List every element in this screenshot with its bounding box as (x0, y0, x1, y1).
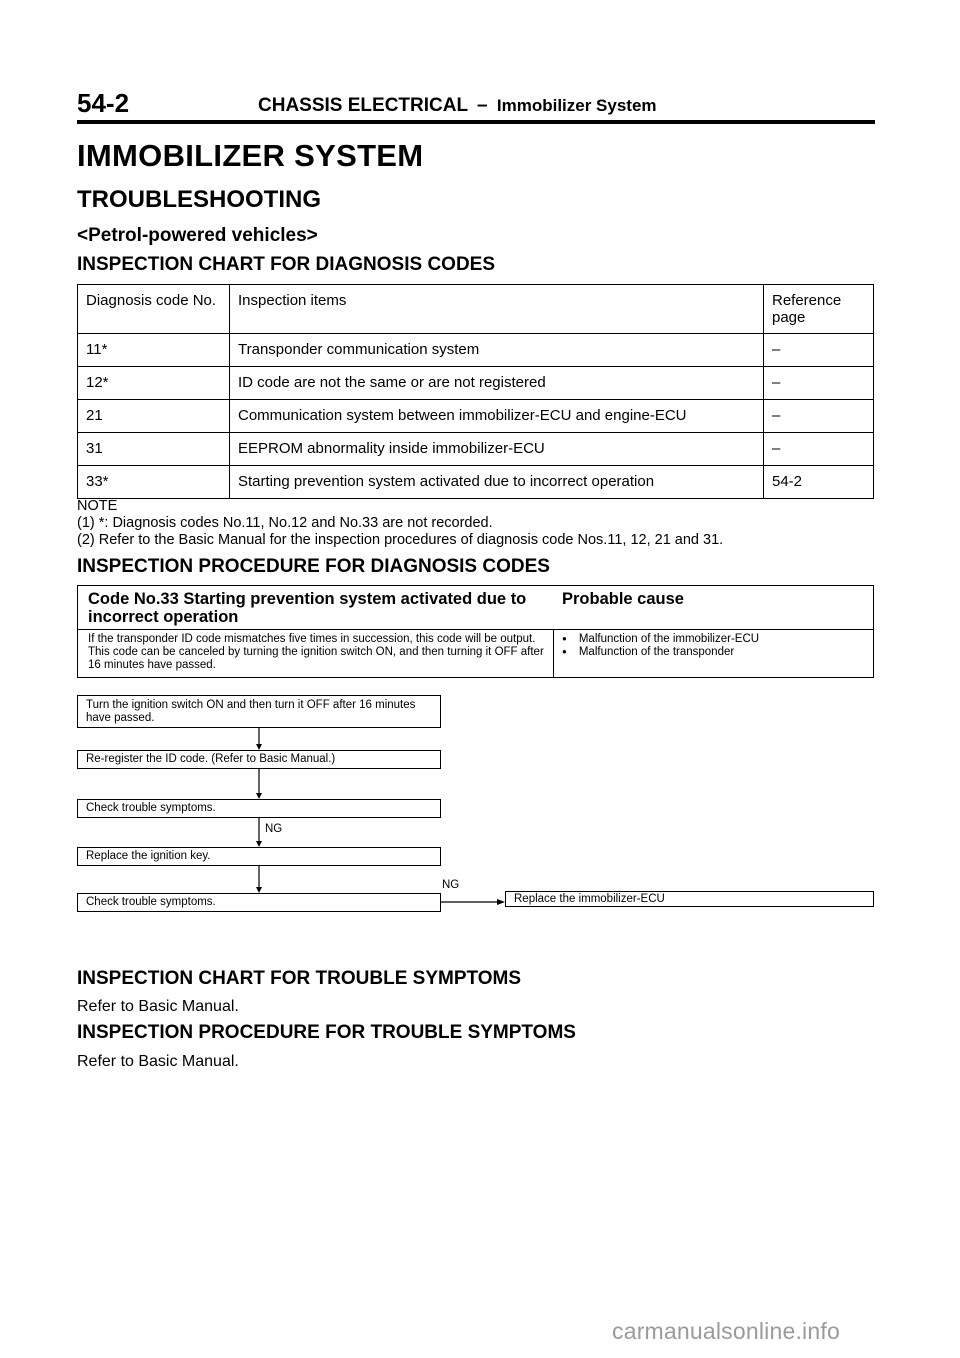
flow-step-box: Check trouble symptoms. (77, 893, 441, 912)
row-reference: – (764, 367, 874, 400)
diagnosis-chart-heading: INSPECTION CHART FOR DIAGNOSIS CODES (77, 254, 496, 275)
replace-ecu-box: Replace the immobilizer-ECU (505, 891, 874, 907)
arrow-down-icon (256, 887, 262, 893)
code-description: If the transponder ID code mismatches five times in succession, this code will be output. This code can be canceled by turning the ignition switch ON, and then turning it OFF after 16 minutes have passed. (88, 633, 544, 671)
page-number: 54-2 (77, 88, 130, 118)
arrow-down-icon (256, 744, 262, 750)
column-header-items: Inspection items (230, 285, 764, 334)
page-title: IMMOBILIZER SYSTEM (77, 138, 424, 173)
flow-step-box: Replace the ignition key. (77, 847, 441, 866)
ng-label: NG (265, 823, 283, 835)
row-item: EEPROM abnormality inside immobilizer-ECU (230, 433, 764, 466)
column-header-reference: Reference page (764, 285, 874, 334)
flow-step-box: Re-register the ID code. (Refer to Basic Manual.) (77, 750, 441, 769)
cause-item: ● Malfunction of the immobilizer-ECU (562, 633, 759, 646)
watermark: carmanualsonline.info (612, 1318, 840, 1344)
row-code: 31 (78, 433, 230, 466)
note-item: (1) *: Diagnosis codes No.11, No.12 and No.33 are not recorded. (77, 515, 493, 531)
row-item: ID code are not the same or are not registered (230, 367, 764, 400)
arrow-down-icon (256, 841, 262, 847)
row-reference: – (764, 400, 874, 433)
row-reference: – (764, 433, 874, 466)
row-item: Starting prevention system activated due to incorrect operation (230, 466, 764, 499)
symptoms-procedure-heading: INSPECTION PROCEDURE FOR TROUBLE SYMPTOMS (77, 1022, 576, 1043)
symptoms-chart-heading: INSPECTION CHART FOR TROUBLE SYMPTOMS (77, 968, 522, 989)
column-header-code: Diagnosis code No. (78, 285, 230, 334)
flow-step-box: Turn the ignition switch ON and then turn it OFF after 16 minutes have passed. (77, 695, 441, 728)
row-code: 11* (78, 334, 230, 367)
row-item: Transponder communication system (230, 334, 764, 367)
row-reference: – (764, 334, 874, 367)
flow-step-box: Check trouble symptoms. (77, 799, 441, 818)
arrow-right-icon (497, 899, 505, 905)
note-item: (2) Refer to the Basic Manual for the inspection procedures of diagnosis code Nos.11, 12, 21 and 31. (77, 532, 724, 548)
vehicle-type-heading: <Petrol-powered vehicles> (77, 225, 318, 246)
header-dash: – (477, 95, 488, 116)
row-code: 33* (78, 466, 230, 499)
cause-item: ● Malfunction of the transponder (562, 646, 759, 659)
code-title: Code No.33 Starting prevention system activated due to incorrect operation (88, 590, 527, 626)
row-item: Communication system between immobilizer-ECU and engine-ECU (230, 400, 764, 433)
section-title: CHASSIS ELECTRICAL (258, 95, 468, 116)
subsection-title: Immobilizer System (496, 96, 657, 115)
arrow-down-icon (256, 793, 262, 799)
row-reference: 54-2 (764, 466, 874, 499)
note-label: NOTE (77, 498, 118, 514)
probable-cause-label: Probable cause (562, 590, 684, 608)
row-code: 21 (78, 400, 230, 433)
troubleshooting-heading: TROUBLESHOOTING (77, 186, 321, 213)
symptoms-procedure-text: Refer to Basic Manual. (77, 1053, 239, 1070)
row-code: 12* (78, 367, 230, 400)
procedure-heading: INSPECTION PROCEDURE FOR DIAGNOSIS CODES (77, 556, 550, 577)
ng-label: NG (442, 879, 460, 891)
symptoms-chart-text: Refer to Basic Manual. (77, 998, 239, 1015)
